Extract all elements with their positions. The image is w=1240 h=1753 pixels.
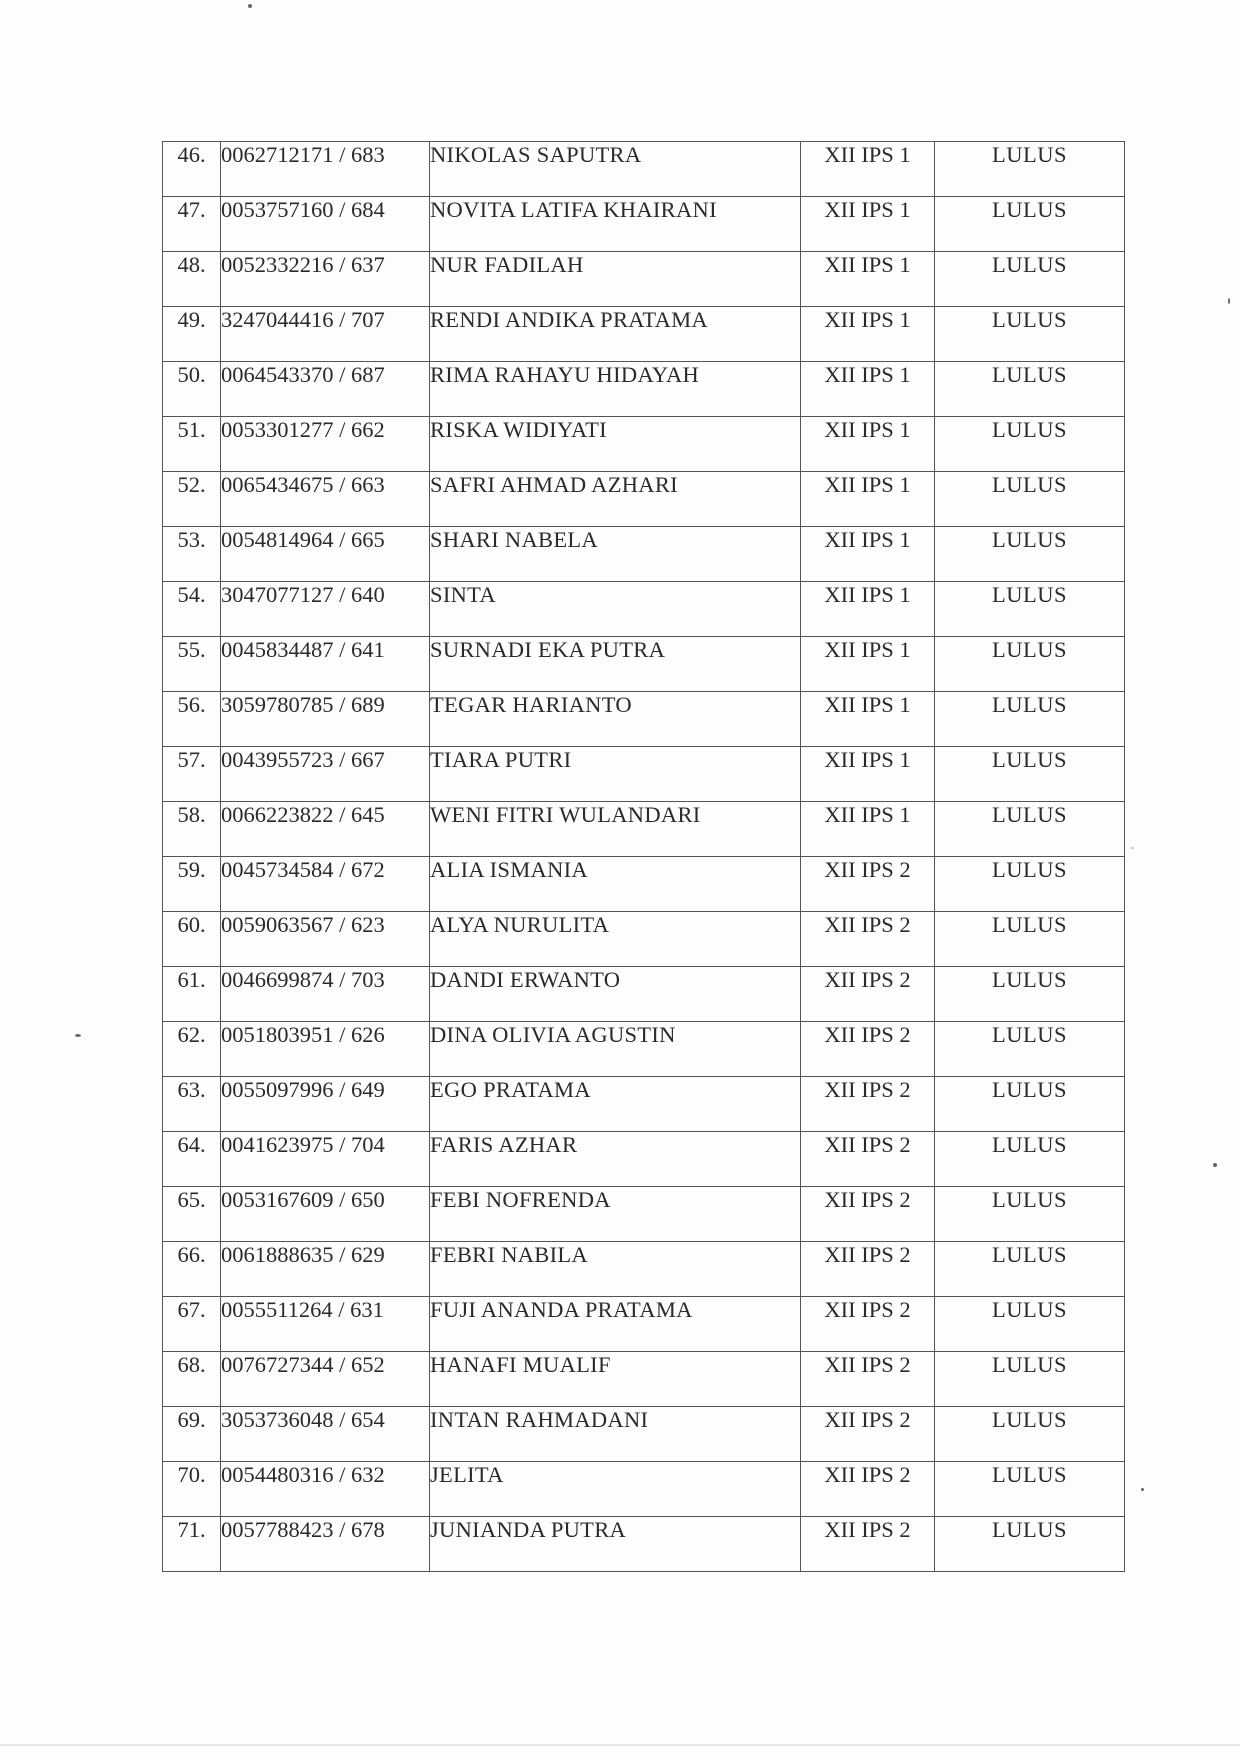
student-name: JELITA [430, 1462, 801, 1517]
student-class: XII IPS 1 [801, 362, 935, 417]
student-class: XII IPS 1 [801, 197, 935, 252]
student-class: XII IPS 2 [801, 1077, 935, 1132]
student-class: XII IPS 1 [801, 582, 935, 637]
graduation-status: LULUS [935, 417, 1125, 472]
table-row [163, 1407, 1125, 1462]
row-number: 47. [163, 197, 221, 252]
table-row [163, 307, 1125, 362]
row-number: 71. [163, 1517, 221, 1572]
row-number: 57. [163, 747, 221, 802]
table-row [163, 967, 1125, 1022]
student-id: 0045834487 / 641 [221, 637, 430, 692]
student-class: XII IPS 1 [801, 692, 935, 747]
student-name: RIMA RAHAYU HIDAYAH [430, 362, 801, 417]
row-number: 54. [163, 582, 221, 637]
student-id: 0045734584 / 672 [221, 857, 430, 912]
student-id: 0055511264 / 631 [221, 1297, 430, 1352]
graduation-status: LULUS [935, 857, 1125, 912]
student-class: XII IPS 1 [801, 252, 935, 307]
student-name: NOVITA LATIFA KHAIRANI [430, 197, 801, 252]
table-row [163, 362, 1125, 417]
graduation-status: LULUS [935, 252, 1125, 307]
graduation-status: LULUS [935, 637, 1125, 692]
student-class: XII IPS 2 [801, 1187, 935, 1242]
student-name: NUR FADILAH [430, 252, 801, 307]
student-class: XII IPS 1 [801, 637, 935, 692]
student-name: RENDI ANDIKA PRATAMA [430, 307, 801, 362]
scan-speck [75, 1034, 81, 1037]
row-number: 55. [163, 637, 221, 692]
row-number: 67. [163, 1297, 221, 1352]
student-id: 0065434675 / 663 [221, 472, 430, 527]
student-class: XII IPS 1 [801, 747, 935, 802]
graduation-status: LULUS [935, 747, 1125, 802]
graduation-status: LULUS [935, 362, 1125, 417]
student-class: XII IPS 2 [801, 912, 935, 967]
row-number: 53. [163, 527, 221, 582]
student-name: INTAN RAHMADANI [430, 1407, 801, 1462]
row-number: 68. [163, 1352, 221, 1407]
scan-edge-line [0, 1744, 1240, 1746]
student-class: XII IPS 2 [801, 1462, 935, 1517]
graduation-status: LULUS [935, 912, 1125, 967]
table-row [163, 802, 1125, 857]
graduation-table [162, 141, 1125, 1572]
student-id: 0062712171 / 683 [221, 142, 430, 197]
row-number: 69. [163, 1407, 221, 1462]
table-row [163, 582, 1125, 637]
graduation-status: LULUS [935, 1187, 1125, 1242]
row-number: 46. [163, 142, 221, 197]
graduation-status: LULUS [935, 1352, 1125, 1407]
student-class: XII IPS 2 [801, 1022, 935, 1077]
row-number: 58. [163, 802, 221, 857]
row-number: 63. [163, 1077, 221, 1132]
student-name: FARIS AZHAR [430, 1132, 801, 1187]
student-class: XII IPS 1 [801, 142, 935, 197]
scan-speck [1131, 847, 1134, 849]
table-row [163, 197, 1125, 252]
graduation-status: LULUS [935, 1077, 1125, 1132]
table-row [163, 1462, 1125, 1517]
table-row [163, 472, 1125, 527]
row-number: 61. [163, 967, 221, 1022]
student-name: TEGAR HARIANTO [430, 692, 801, 747]
table-row [163, 1077, 1125, 1132]
student-class: XII IPS 2 [801, 1352, 935, 1407]
table-row [163, 1022, 1125, 1077]
table-row [163, 1352, 1125, 1407]
student-class: XII IPS 2 [801, 1242, 935, 1297]
graduation-status: LULUS [935, 307, 1125, 362]
student-id: 0057788423 / 678 [221, 1517, 430, 1572]
scan-speck [1141, 1488, 1144, 1491]
student-class: XII IPS 2 [801, 1517, 935, 1572]
student-id: 0066223822 / 645 [221, 802, 430, 857]
table-row [163, 527, 1125, 582]
student-name: JUNIANDA PUTRA [430, 1517, 801, 1572]
row-number: 64. [163, 1132, 221, 1187]
student-name: SINTA [430, 582, 801, 637]
table-row [163, 142, 1125, 197]
student-name: SHARI NABELA [430, 527, 801, 582]
student-name: WENI FITRI WULANDARI [430, 802, 801, 857]
student-id: 0051803951 / 626 [221, 1022, 430, 1077]
student-name: NIKOLAS SAPUTRA [430, 142, 801, 197]
table-row [163, 1297, 1125, 1352]
table-row [163, 747, 1125, 802]
student-id: 0043955723 / 667 [221, 747, 430, 802]
graduation-table-body [163, 142, 1125, 1572]
student-id: 0041623975 / 704 [221, 1132, 430, 1187]
student-id: 3053736048 / 654 [221, 1407, 430, 1462]
student-id: 3247044416 / 707 [221, 307, 430, 362]
table-row [163, 912, 1125, 967]
student-name: ALYA NURULITA [430, 912, 801, 967]
graduation-status: LULUS [935, 1242, 1125, 1297]
row-number: 62. [163, 1022, 221, 1077]
student-class: XII IPS 2 [801, 857, 935, 912]
row-number: 48. [163, 252, 221, 307]
student-class: XII IPS 2 [801, 1407, 935, 1462]
graduation-status: LULUS [935, 1407, 1125, 1462]
row-number: 52. [163, 472, 221, 527]
scan-speck [1213, 1163, 1217, 1167]
table-row [163, 1187, 1125, 1242]
table-row [163, 417, 1125, 472]
student-name: DINA OLIVIA AGUSTIN [430, 1022, 801, 1077]
student-id: 0052332216 / 637 [221, 252, 430, 307]
student-id: 0053301277 / 662 [221, 417, 430, 472]
student-class: XII IPS 2 [801, 1132, 935, 1187]
student-id: 3059780785 / 689 [221, 692, 430, 747]
graduation-status: LULUS [935, 197, 1125, 252]
table-row [163, 252, 1125, 307]
row-number: 59. [163, 857, 221, 912]
table-row [163, 857, 1125, 912]
table-row [163, 1517, 1125, 1572]
student-name: DANDI ERWANTO [430, 967, 801, 1022]
student-class: XII IPS 1 [801, 307, 935, 362]
student-name: HANAFI MUALIF [430, 1352, 801, 1407]
graduation-status: LULUS [935, 692, 1125, 747]
scan-speck [248, 4, 252, 8]
graduation-status: LULUS [935, 582, 1125, 637]
row-number: 66. [163, 1242, 221, 1297]
student-id: 0055097996 / 649 [221, 1077, 430, 1132]
row-number: 51. [163, 417, 221, 472]
student-class: XII IPS 2 [801, 1297, 935, 1352]
row-number: 60. [163, 912, 221, 967]
student-id: 0054814964 / 665 [221, 527, 430, 582]
table-row [163, 1242, 1125, 1297]
table-row [163, 692, 1125, 747]
student-name: EGO PRATAMA [430, 1077, 801, 1132]
table-row [163, 637, 1125, 692]
graduation-status: LULUS [935, 967, 1125, 1022]
graduation-status: LULUS [935, 1462, 1125, 1517]
graduation-status: LULUS [935, 1022, 1125, 1077]
graduation-status: LULUS [935, 527, 1125, 582]
student-class: XII IPS 1 [801, 527, 935, 582]
student-id: 0053167609 / 650 [221, 1187, 430, 1242]
student-id: 0046699874 / 703 [221, 967, 430, 1022]
student-id: 0076727344 / 652 [221, 1352, 430, 1407]
student-class: XII IPS 1 [801, 802, 935, 857]
student-class: XII IPS 1 [801, 417, 935, 472]
student-id: 0053757160 / 684 [221, 197, 430, 252]
graduation-status: LULUS [935, 142, 1125, 197]
student-id: 0061888635 / 629 [221, 1242, 430, 1297]
row-number: 65. [163, 1187, 221, 1242]
row-number: 50. [163, 362, 221, 417]
graduation-status: LULUS [935, 1132, 1125, 1187]
graduation-status: LULUS [935, 472, 1125, 527]
student-name: FEBI NOFRENDA [430, 1187, 801, 1242]
student-name: TIARA PUTRI [430, 747, 801, 802]
student-id: 0064543370 / 687 [221, 362, 430, 417]
student-id: 0059063567 / 623 [221, 912, 430, 967]
graduation-status: LULUS [935, 802, 1125, 857]
student-class: XII IPS 2 [801, 967, 935, 1022]
row-number: 56. [163, 692, 221, 747]
scan-speck [1228, 298, 1230, 304]
student-name: ALIA ISMANIA [430, 857, 801, 912]
student-id: 3047077127 / 640 [221, 582, 430, 637]
graduation-status: LULUS [935, 1517, 1125, 1572]
row-number: 70. [163, 1462, 221, 1517]
row-number: 49. [163, 307, 221, 362]
table-row [163, 1132, 1125, 1187]
student-name: FUJI ANANDA PRATAMA [430, 1297, 801, 1352]
student-name: SURNADI EKA PUTRA [430, 637, 801, 692]
graduation-status: LULUS [935, 1297, 1125, 1352]
student-name: SAFRI AHMAD AZHARI [430, 472, 801, 527]
student-name: FEBRI NABILA [430, 1242, 801, 1297]
student-class: XII IPS 1 [801, 472, 935, 527]
student-id: 0054480316 / 632 [221, 1462, 430, 1517]
student-name: RISKA WIDIYATI [430, 417, 801, 472]
